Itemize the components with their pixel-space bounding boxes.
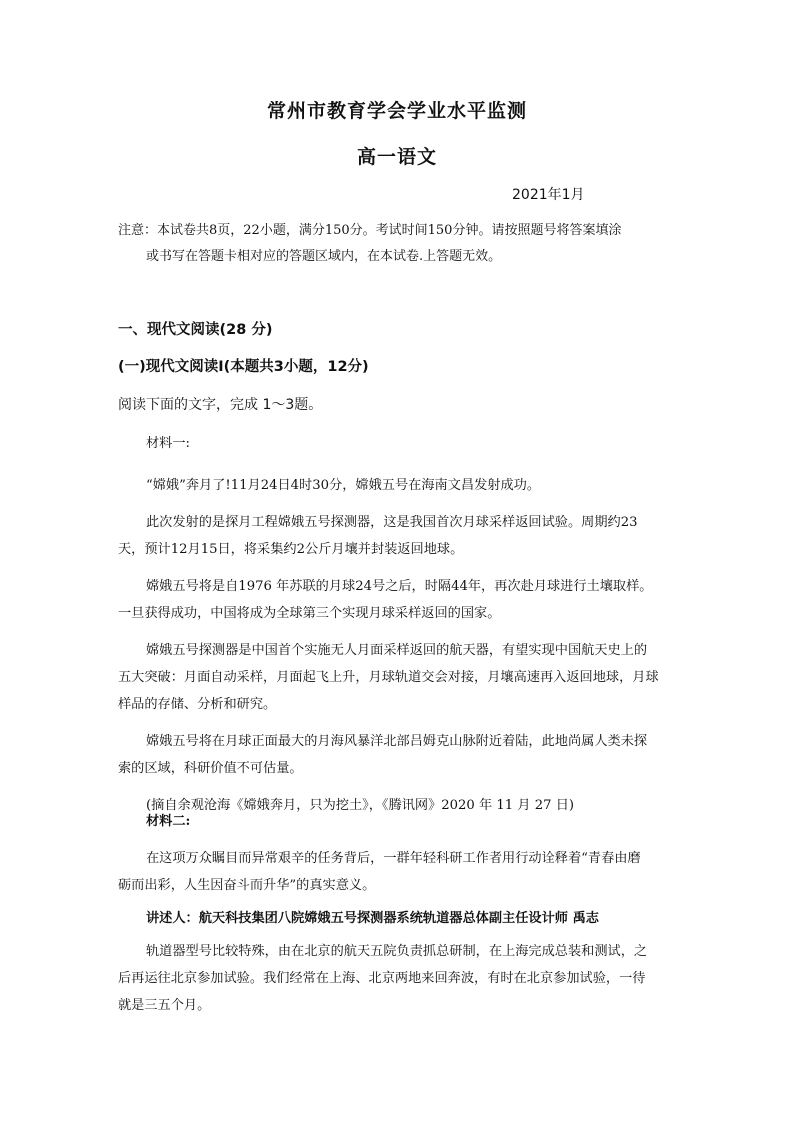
paragraph-line: 在这项万众瞩目而异常艰辛的任务背后，一群年轻科研工作者用行动诠释着“青春由磨 (146, 851, 641, 866)
exam-title: 常州市教育学会学业水平监测 (266, 100, 527, 122)
notice-line: 注意：本试卷共8页，22小题，满分150分。考试时间150分钟。请按照题号将答案填涂 (118, 223, 622, 238)
source-citation: (摘自余观沧海《嫦娥奔月，只为挖土》，《腾讯网》2020 年 11 月 27 日) (146, 798, 575, 813)
speaker-line: 讲述人：航天科技集团八院嫦娥五号探测器系统轨道器总体副主任设计师 禹志 (146, 911, 599, 926)
paragraph-line: 轨道器型号比较特殊，由在北京的航天五院负责抓总研制，在上海完成总装和测试，之 (146, 944, 648, 959)
paragraph-line: 索的区域，科研价值不可估量。 (118, 761, 303, 776)
paragraph-line: 砺而出彩，人生因奋斗而升华”的真实意义。 (118, 878, 376, 893)
paragraph-line: 嫦娥五号探测器是中国首个实施无人月面采样返回的航天器，有望实现中国航天史上的 (146, 643, 648, 658)
paragraph-line: 五大突破：月面自动采样，月面起飞上升，月球轨道交会对接，月壤高速再入返回地球，月球 (118, 670, 659, 685)
paragraph-line: 后再运往北京参加试验。我们经常在上海、北京两地来回奔波，有时在北京参加试验，一待 (118, 971, 646, 986)
material-two (118, 808, 678, 1019)
exam-notice (118, 218, 678, 270)
section-subtitle: (一)现代文阅读Ⅰ(本题共3小题，12分) (118, 359, 369, 375)
paragraph-line: “嫦娥”奔月了!11月24日4时30分，嫦娥五号在海南文昌发射成功。 (146, 478, 541, 493)
paragraph-line: 嫦娥五号将在月球正面最大的月海风暴洋北部吕姆克山脉附近着陆，此地尚属人类未探 (146, 734, 648, 749)
material-label: 材料一: (146, 436, 191, 451)
exam-subtitle: 高一语文 (356, 146, 437, 168)
section-instruction: 阅读下面的文字，完成 1～3题。 (118, 397, 323, 413)
exam-date: 2021年1月 (512, 187, 585, 203)
section-title: 一、现代文阅读(28 分) (118, 322, 273, 338)
paragraph-line: 此次发射的是探月工程嫦娥五号探测器，这是我国首次月球采样返回试验。周期约23 (146, 515, 638, 530)
paragraph-line: 就是三五个月。 (118, 998, 211, 1013)
notice-line: 或书写在答题卡相对应的答题区域内，在本试卷.上答题无效。 (146, 249, 502, 264)
paragraph-line: 天，预计12月15日，将采集约2公斤月壤并封装返回地球。 (118, 542, 464, 557)
paragraph-line: 样品的存储、分析和研究。 (118, 697, 277, 712)
paragraph-line: 一旦获得成功，中国将成为全球第三个实现月球采样返回的国家。 (118, 606, 501, 621)
material-one (118, 430, 678, 819)
paragraph-line: 嫦娥五号将是自1976 年苏联的月球24号之后，时隔44年，再次赴月球进行土壤取样。 (146, 579, 653, 594)
material-label: 材料二: (146, 814, 191, 829)
